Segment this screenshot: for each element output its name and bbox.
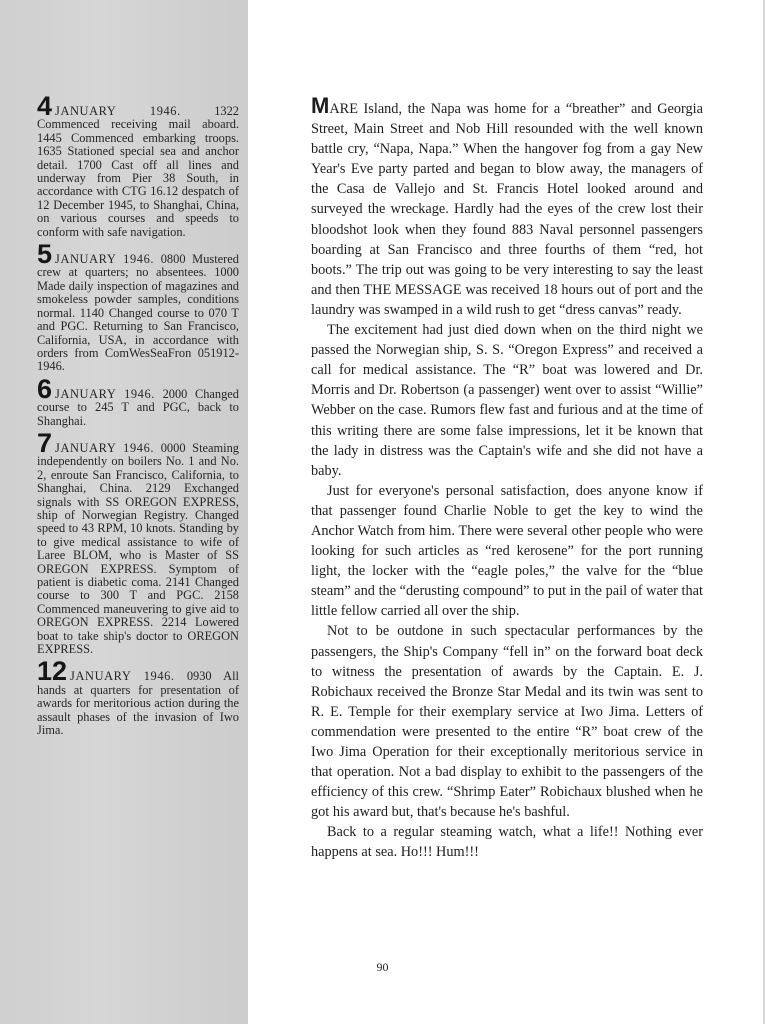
log-entry [37, 91, 239, 239]
article-paragraph: The excitement had just died down when on the third night we passed the Norwegian ship, S. S. “Oregon Express” and received a call for medical assistance. The “R” boat was lowered and Dr. Morris and Dr. Robertson (a passenger) went over to assist “Willie” Webber on the case. Rumors flew fast and furious and at the time of this writing there are some false impressions, let it be known that the lady in distress was the Captain's wife and she did not have a baby. [311, 322, 703, 479]
article-paragraph: Not to be outdone in such spectacular performances by the passengers, the Ship's Company “fell in” on the forward boat deck to witness the presentation of awards by the Captain. E. J. Robichaux received the Bronze Star Medal and its twin was sent to R. E. Temple for their exemplary service at Iwo Jima. Letters of commendation were presented to the entire “R” boat crew of the Iwo Jima Operation for their exceptionally meritorious service in that operation. Not a bad display to exhibit to the passengers of the efficiency of this crew. “Shrimp Eater” Robichaux blushed when he got his award but, that's because he's bashful. [311, 623, 703, 821]
log-day: 12 [37, 656, 68, 687]
log-entry [37, 239, 239, 374]
log-date: JANUARY 1946. [70, 669, 175, 684]
log-date: JANUARY 1946. [55, 252, 155, 267]
log-text: 0000 Steaming independently on boilers No. 1 and No. 2, enroute San Francisco, California, to Shanghai, China. 2129 Exchanged signals with SS OREGON EXPRESS, ship of Norwegian Registry. Changed speed to 43 RPM, 10 knots. Standing by to give medical assistance to wife of Laree BLOM, who is Master of SS OREGON EXPRESS. Symptom of patient is diabetic coma. 2141 Changed course to 300 T and PGC. 2158 Commenced maneuvering to give aid to OREGON EXPRESS. 2214 Lowered boat to take ship's doctor to OREGON EXPRESS. [37, 440, 239, 657]
log-text: 0930 All hands at quarters for presentation of awards for meritorious action during the assault phases of the invasion of Iwo Jima. [37, 669, 239, 738]
log-day: 6 [37, 373, 53, 404]
log-date: JANUARY 1946. [55, 440, 155, 455]
log-day: 4 [37, 91, 53, 121]
log-text: 2000 Changed course to 245 T and PGC, back to Shanghai. [37, 386, 239, 428]
log-entry [37, 373, 239, 428]
log-entry [37, 427, 239, 657]
article-paragraph: Back to a regular steaming watch, what a life!! Nothing ever happens at sea. Ho!!! Hum!!! [311, 824, 703, 861]
log-text: 0800 Mustered crew at quarters; no absentees. 1000 Made daily inspection of magazines and smokeless powder samples, conditions normal. 1140 Changed course to 070 T and PGC. Returning to San Francisco, California, USA, in accordance with orders from ComWesSeaFron 051912-1946. [37, 252, 239, 374]
log-day: 5 [37, 239, 53, 270]
log-date: JANUARY 1946. [55, 386, 155, 401]
page-number: 90 [376, 960, 389, 974]
ship-log-column [37, 91, 239, 740]
article-body [311, 93, 703, 863]
log-text: 1322 Commenced receiving mail aboard. 1445 Commenced embarking troops. 1635 Stationed special sea and anchor detail. 1700 Cast off all lines and underway from Pier 38 South, in accordance with CTG 16.12 despatch of 12 December 1945, to Shanghai, China, on various courses and speeds to conform with safe navigation. [37, 104, 239, 239]
log-day: 7 [37, 427, 53, 458]
paragraph-text: ARE Island, the Napa was home for a “breather” and Georgia Street, Main Street and Nob Hill resounded with the well known battle cry, “Napa, Napa.” When the hangover fog from a gay New Year's Eve party parted and began to blow away, the managers of the Casa de Vallejo and St. Francis Hotel looked around and surveyed the wreckage. Hardly had the eyes of the crew lost their bloodshot look when they found 883 Naval personnel passengers boarding at San Francisco and three fourths of them “red, hot boots.” The trip out was going to be very interesting to say the least and then THE MESSAGE was received 18 hours out of port and the laundry was swamped in a wild rush to get “dress canvas” ready. [311, 101, 703, 318]
log-date: JANUARY 1946. [55, 104, 181, 118]
article-paragraph [311, 93, 703, 320]
article-paragraph: Just for everyone's personal satisfaction, does anyone know if that passenger found Charlie Noble to get the key to wind the Anchor Watch from him. There were several other people who were looking for such articles as “red kerosene” for the port running light, the locker with the “eagle poles,” the valve for the “blue steam” and the “derusting compound” to put in the pail of water that little fellow carried all over the ship. [311, 482, 703, 620]
log-entry [37, 656, 239, 738]
drop-cap: M [311, 93, 330, 118]
